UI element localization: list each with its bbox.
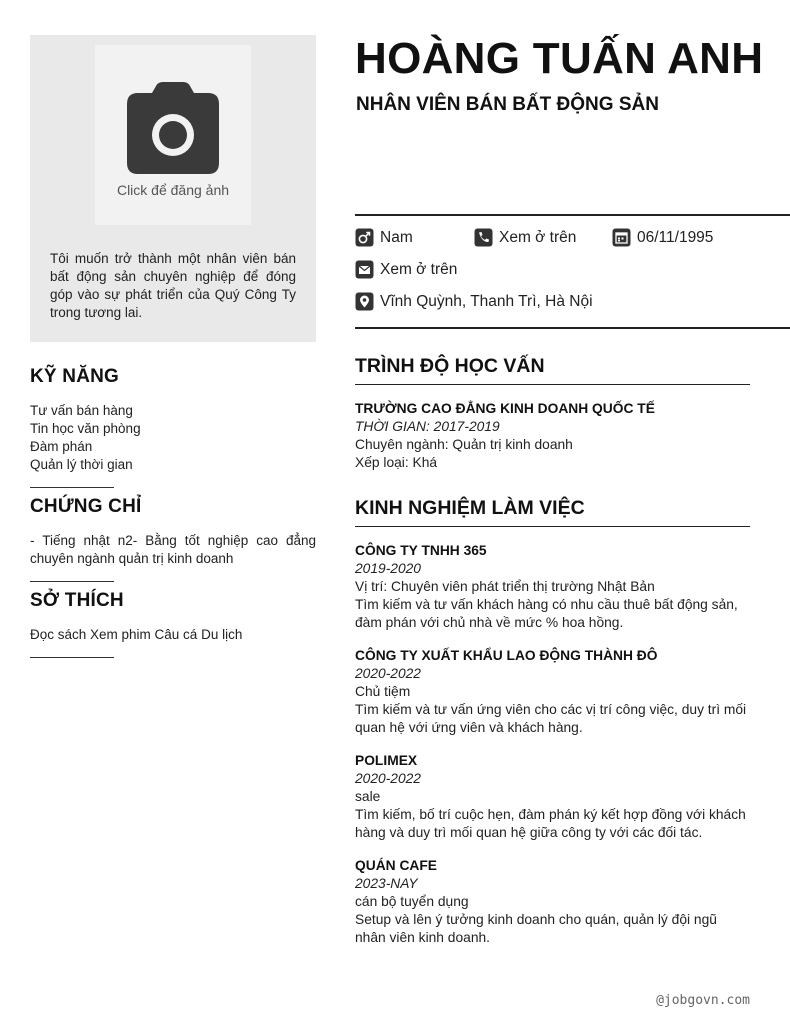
location-pin-icon xyxy=(355,292,374,311)
hobbies-title: SỞ THÍCH xyxy=(30,590,124,611)
experience-entry xyxy=(355,752,750,842)
education-title: TRÌNH ĐỘ HỌC VẤN xyxy=(355,355,545,377)
divider xyxy=(30,487,114,488)
experience-entry xyxy=(355,542,750,632)
job-description: Tìm kiếm và tư vấn ứng viên cho các vị trí công việc, duy trì mối quan hệ với ứng viên và khách hàng. xyxy=(355,702,747,735)
email-value: Xem ở trên xyxy=(380,260,458,278)
phone-icon xyxy=(474,228,493,247)
skill-item: Quản lý thời gian xyxy=(30,457,133,472)
job-role: Chủ tiệm xyxy=(355,684,411,699)
company-name: CÔNG TY XUẤT KHẨU LAO ĐỘNG THÀNH ĐÔ xyxy=(355,648,658,663)
contact-top-rule xyxy=(355,214,790,216)
contact-address xyxy=(355,292,593,311)
experience-entry xyxy=(355,857,750,947)
education-major: Chuyên ngành: Quản trị kinh doanh xyxy=(355,437,573,452)
career-objective: Tôi muốn trở thành một nhân viên bán bất động sản chuyên nghiệp để đóng góp vào sự phát triển của Quý Công Ty trong tương lai. xyxy=(50,251,296,320)
email-icon xyxy=(355,260,374,279)
company-name: POLIMEX xyxy=(355,753,418,768)
school-name: TRƯỜNG CAO ĐẲNG KINH DOANH QUỐC TẾ xyxy=(355,401,655,416)
watermark: @jobgovn.com xyxy=(656,993,750,1008)
company-name: QUÁN CAFE xyxy=(355,858,438,873)
candidate-name: HOÀNG TUẤN ANH xyxy=(355,34,764,83)
job-period: 2023-NAY xyxy=(355,876,418,891)
skill-item: Tin học văn phòng xyxy=(30,421,141,436)
education-rule xyxy=(355,384,750,385)
job-role: Vị trí: Chuyên viên phát triển thị trường Nhật Bản xyxy=(355,579,655,594)
education-period: THỜI GIAN: 2017-2019 xyxy=(355,419,500,434)
job-period: 2020-2022 xyxy=(355,666,421,681)
divider xyxy=(30,657,114,658)
job-description: Tìm kiếm, bố trí cuộc hẹn, đàm phán ký kết hợp đồng với khách hàng và duy trì mối quan hệ giữa công ty với các đối tác. xyxy=(355,807,746,840)
contact-email xyxy=(355,260,457,279)
job-period: 2020-2022 xyxy=(355,771,421,786)
certificates-text: - Tiếng nhật n2- Bằng tốt nghiệp cao đẳng chuyên ngành quản trị kinh doanh xyxy=(30,533,316,566)
job-period: 2019-2020 xyxy=(355,561,421,576)
gender-value: Nam xyxy=(380,228,413,246)
job-role: sale xyxy=(355,789,381,804)
education-grade: Xếp loại: Khá xyxy=(355,455,438,470)
contact-birthday xyxy=(612,228,713,247)
hobbies-text: Đọc sách Xem phim Câu cá Du lịch xyxy=(30,627,243,642)
skill-item: Tư vấn bán hàng xyxy=(30,403,133,418)
skills-list xyxy=(30,402,316,474)
contact-gender xyxy=(355,228,413,247)
phone-value: Xem ở trên xyxy=(499,228,577,246)
calendar-icon xyxy=(612,228,631,247)
profile-sidebar-box xyxy=(30,35,316,342)
experience-rule xyxy=(355,526,750,527)
job-description: Setup và lên ý tưởng kinh doanh cho quán, quản lý đội ngũ nhân viên kinh doanh. xyxy=(355,912,717,945)
job-role: cán bộ tuyển dụng xyxy=(355,894,469,909)
photo-upload[interactable] xyxy=(95,45,251,225)
birthday-value: 06/11/1995 xyxy=(637,228,714,246)
contact-phone xyxy=(474,228,576,247)
divider xyxy=(30,581,114,582)
skills-title: KỸ NĂNG xyxy=(30,366,120,387)
education-entry xyxy=(355,400,750,472)
contact-bottom-rule xyxy=(355,327,790,329)
photo-upload-label: Click để đăng ảnh xyxy=(116,182,230,198)
address-value: Vĩnh Quỳnh, Thanh Trì, Hà Nội xyxy=(380,292,593,310)
gender-icon xyxy=(355,228,374,247)
camera-icon xyxy=(126,81,220,175)
experience-title: KINH NGHIỆM LÀM VIỆC xyxy=(355,497,585,519)
experience-entry xyxy=(355,647,750,737)
company-name: CÔNG TY TNHH 365 xyxy=(355,543,487,558)
job-description: Tìm kiếm và tư vấn khách hàng có nhu cầu thuê bất động sản, đàm phán với chủ nhà về mức % hoa hồng. xyxy=(355,597,738,630)
job-title: NHÂN VIÊN BÁN BẤT ĐỘNG SẢN xyxy=(356,94,659,115)
certificates-title: CHỨNG CHỈ xyxy=(30,496,142,517)
skill-item: Đàm phán xyxy=(30,439,93,454)
